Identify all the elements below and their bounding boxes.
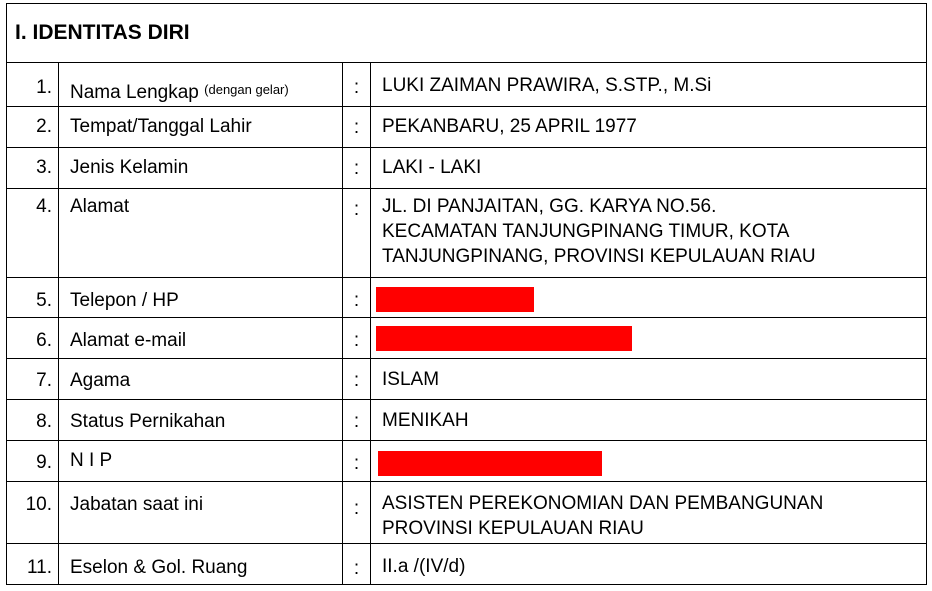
colon-separator: : <box>343 441 371 482</box>
row-value: MENIKAH <box>371 400 927 441</box>
row-label: Status Pernikahan <box>59 400 343 441</box>
row-number: 11. <box>7 544 59 585</box>
row-label: Alamat e-mail <box>59 318 343 359</box>
row-value: ISLAM <box>371 359 927 400</box>
colon-separator: : <box>343 148 371 189</box>
nip-redaction <box>378 451 602 476</box>
row-label: Jabatan saat ini <box>59 482 343 544</box>
row-number: 10. <box>7 482 59 544</box>
row-value: JL. DI PANJAITAN, GG. KARYA NO.56. KECAMATAN TANJUNGPINANG TIMUR, KOTA TANJUNGPINANG, PROVINSI KEPULAUAN RIAU <box>371 189 927 278</box>
row-value: LAKI - LAKI <box>371 148 927 189</box>
row-number: 2. <box>7 107 59 148</box>
table-row <box>7 318 927 359</box>
row-label: Eselon & Gol. Ruang <box>59 544 343 585</box>
row-label <box>59 63 343 107</box>
row-value: PEKANBARU, 25 APRIL 1977 <box>371 107 927 148</box>
row-label-text: Nama Lengkap <box>70 82 199 103</box>
row-number: 3. <box>7 148 59 189</box>
table-row <box>7 189 927 278</box>
table-row <box>7 441 927 482</box>
table-row <box>7 63 927 107</box>
identity-table <box>6 3 927 585</box>
colon-separator: : <box>343 482 371 544</box>
row-value: II.a /(IV/d) <box>371 544 927 585</box>
colon-separator: : <box>343 359 371 400</box>
row-value: LUKI ZAIMAN PRAWIRA, S.STP., M.Si <box>371 63 927 107</box>
row-value: ASISTEN PEREKONOMIAN DAN PEMBANGUNAN PROVINSI KEPULAUAN RIAU <box>371 482 927 544</box>
colon-separator: : <box>343 400 371 441</box>
row-label: Jenis Kelamin <box>59 148 343 189</box>
row-value <box>371 318 927 359</box>
table-row <box>7 359 927 400</box>
colon-separator: : <box>343 544 371 585</box>
row-label: N I P <box>59 441 343 482</box>
row-label: Tempat/Tanggal Lahir <box>59 107 343 148</box>
table-row <box>7 148 927 189</box>
row-number: 4. <box>7 189 59 278</box>
row-number: 6. <box>7 318 59 359</box>
phone-redaction <box>376 287 534 312</box>
row-label: Alamat <box>59 189 343 278</box>
row-number: 5. <box>7 278 59 318</box>
table-row <box>7 482 927 544</box>
row-number: 9. <box>7 441 59 482</box>
table-row <box>7 544 927 585</box>
row-number: 8. <box>7 400 59 441</box>
email-redaction <box>376 326 632 351</box>
row-label: Telepon / HP <box>59 278 343 318</box>
table-row <box>7 107 927 148</box>
row-label-note: (dengan gelar) <box>204 82 289 97</box>
table-row <box>7 400 927 441</box>
row-value <box>371 441 927 482</box>
row-label: Agama <box>59 359 343 400</box>
colon-separator: : <box>343 63 371 107</box>
colon-separator: : <box>343 318 371 359</box>
identity-form <box>6 3 926 585</box>
row-number: 1. <box>7 63 59 107</box>
colon-separator: : <box>343 107 371 148</box>
row-number: 7. <box>7 359 59 400</box>
section-title: I. IDENTITAS DIRI <box>7 4 927 63</box>
colon-separator: : <box>343 189 371 278</box>
row-value <box>371 278 927 318</box>
colon-separator: : <box>343 278 371 318</box>
table-row <box>7 278 927 318</box>
section-header-row <box>7 4 927 63</box>
